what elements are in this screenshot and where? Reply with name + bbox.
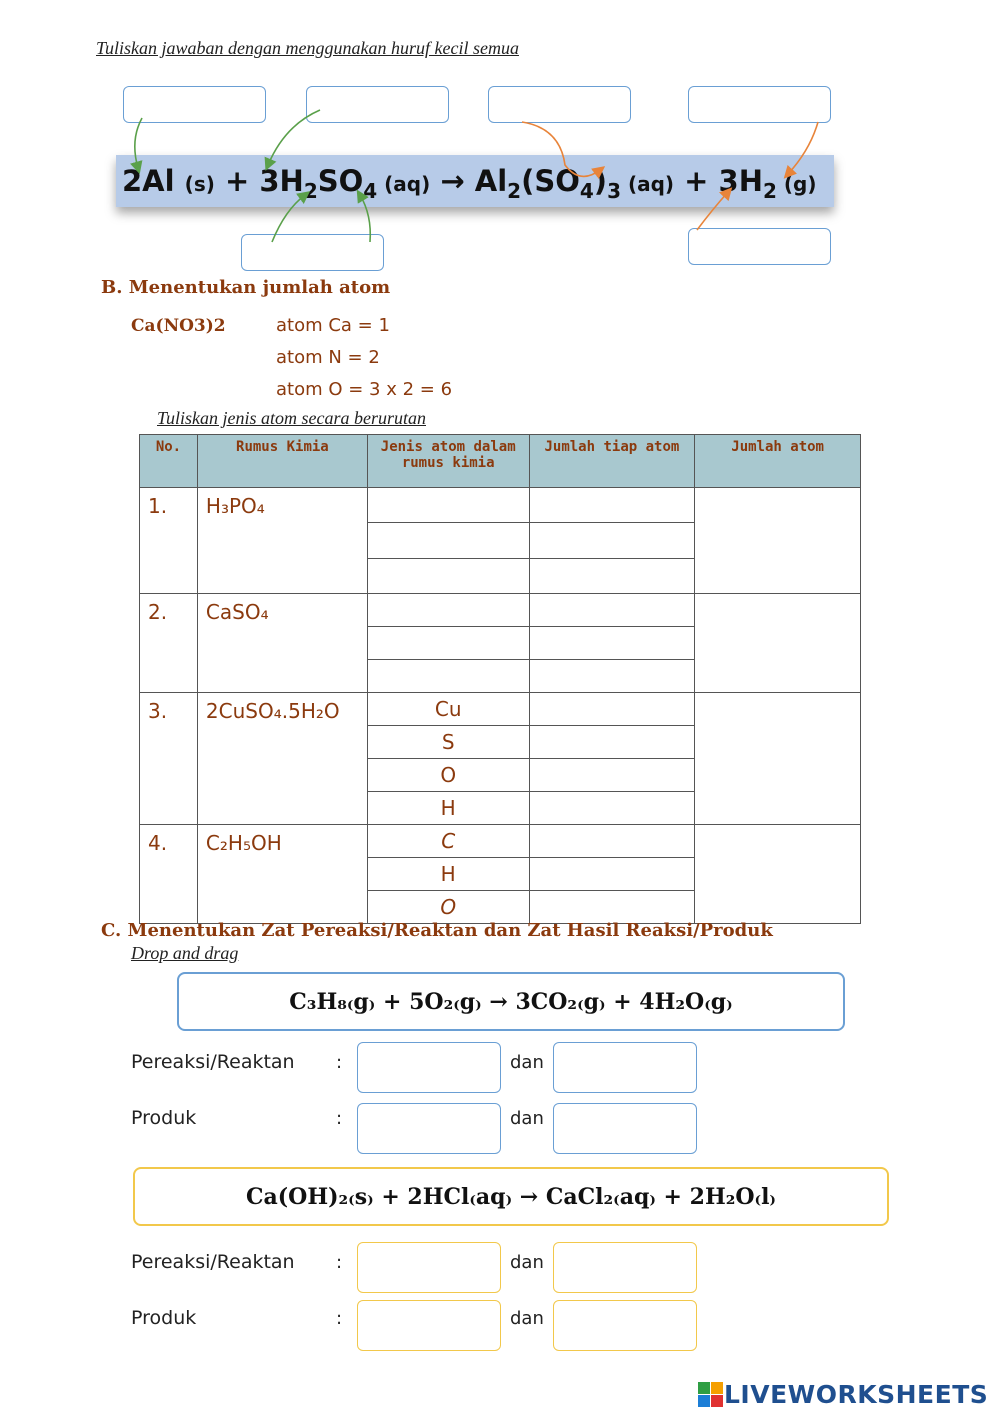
atom-count-input[interactable]	[529, 594, 695, 627]
pointer-arrows	[0, 0, 1000, 300]
row-number: 3.	[140, 693, 198, 825]
colon-1: :	[336, 1052, 343, 1073]
atom-count-input[interactable]	[529, 488, 695, 523]
arrow-green-1	[135, 118, 142, 168]
atom-count-input[interactable]	[529, 660, 695, 693]
drop-zone-product-2a[interactable]	[357, 1300, 501, 1351]
liveworksheets-icon	[698, 1382, 724, 1408]
atom-type-s: S	[367, 726, 529, 759]
label-product-1: Produk	[131, 1107, 197, 1129]
atom-type-input[interactable]	[367, 523, 529, 558]
atom-count-input[interactable]	[529, 627, 695, 660]
atom-count-input[interactable]	[529, 523, 695, 558]
eq-a-part1: 2Al	[122, 164, 175, 198]
eq-a-sub7: 2	[763, 178, 777, 203]
header-total: Jumlah atom	[695, 435, 861, 488]
table-row	[140, 693, 861, 726]
eq-a-part6: )	[593, 164, 608, 198]
drop-zone-reactant-1a[interactable]	[357, 1042, 501, 1093]
row-formula: C₂H₅OH	[197, 825, 367, 924]
dan-4: dan	[510, 1308, 544, 1329]
row-number: 4.	[140, 825, 198, 924]
colon-3: :	[336, 1252, 343, 1273]
arrow-orange-1	[522, 122, 600, 176]
example-line-2: atom N = 2	[276, 347, 380, 368]
brand-logo	[698, 1380, 988, 1409]
total-atoms-input[interactable]	[695, 488, 861, 594]
total-atoms-input[interactable]	[695, 693, 861, 825]
atom-type-input[interactable]	[367, 594, 529, 627]
atom-type-h: H	[367, 792, 529, 825]
arrow-green-2	[268, 110, 320, 165]
atom-type-h: H	[367, 858, 529, 891]
row-number: 1.	[140, 488, 198, 594]
atom-type-input[interactable]	[367, 558, 529, 593]
atom-type-input[interactable]	[367, 488, 529, 523]
arrow-green-4	[360, 195, 370, 242]
arrow-green-3	[272, 195, 305, 242]
atom-count-input[interactable]	[529, 726, 695, 759]
equation-box-calcium-hydroxide: Ca(OH)₂₍s₎ + 2HCl₍aq₎ → CaCl₂₍aq₎ + 2H₂O₍l₎	[133, 1167, 889, 1226]
section-b-title: B. Menentukan jumlah atom	[101, 277, 391, 298]
brand-text: LIVEWORKSHEETS	[724, 1380, 989, 1409]
eq-a-sub2: 2	[303, 178, 318, 203]
header-count-each: Jumlah tiap atom	[529, 435, 695, 488]
row-formula: H₃PO₄	[197, 488, 367, 594]
header-atom-type: Jenis atom dalam rumus kimia	[367, 435, 529, 488]
drop-zone-reactant-2b[interactable]	[553, 1242, 697, 1293]
atom-type-input[interactable]	[367, 627, 529, 660]
dan-2: dan	[510, 1108, 544, 1129]
eq-a-part5: (SO	[521, 164, 580, 198]
atom-count-input[interactable]	[529, 858, 695, 891]
atom-type-cu: Cu	[367, 693, 529, 726]
drop-zone-reactant-2a[interactable]	[357, 1242, 501, 1293]
colon-4: :	[336, 1308, 343, 1329]
instruction-top: Tuliskan jawaban dengan menggunakan huruf kecil semua	[96, 38, 519, 58]
row-formula: 2CuSO₄.5H₂O	[197, 693, 367, 825]
atom-count-input[interactable]	[529, 792, 695, 825]
example-formula: Ca(NO3)2	[131, 316, 226, 336]
atom-type-c: C	[367, 825, 529, 858]
atom-type-input[interactable]	[367, 660, 529, 693]
eq-a-part4: Al	[474, 164, 508, 198]
dan-3: dan	[510, 1252, 544, 1273]
dan-1: dan	[510, 1052, 544, 1073]
eq-a-s3: (aq)	[377, 172, 431, 196]
section-c-title: C. Menentukan Zat Pereaksi/Reaktan dan Zat Hasil Reaksi/Produk	[101, 920, 773, 941]
drop-zone-product-2b[interactable]	[553, 1300, 697, 1351]
arrow-orange-2	[788, 122, 818, 174]
drop-zone-product-1a[interactable]	[357, 1103, 501, 1154]
atom-count-input[interactable]	[529, 558, 695, 593]
atoms-table	[139, 434, 861, 924]
table-row	[140, 488, 861, 523]
atom-count-input[interactable]	[529, 891, 695, 924]
table-row	[140, 825, 861, 858]
eq-a-sub3: 4	[363, 178, 378, 203]
label-reactant-1: Pereaksi/Reaktan	[131, 1051, 295, 1073]
section-b-instruction: Tuliskan jenis atom secara berurutan	[157, 408, 426, 428]
row-number: 2.	[140, 594, 198, 693]
eq-a-part7: + 3H	[674, 164, 763, 198]
arrow-orange-3	[697, 192, 728, 230]
header-no: No.	[140, 435, 198, 488]
example-line-1: atom Ca = 1	[276, 315, 390, 336]
atom-count-input[interactable]	[529, 759, 695, 792]
eq-a-s1: (s)	[184, 172, 215, 196]
section-c-instruction: Drop and drag	[131, 943, 239, 963]
total-atoms-input[interactable]	[695, 825, 861, 924]
colon-2: :	[336, 1108, 343, 1129]
total-atoms-input[interactable]	[695, 594, 861, 693]
eq-a-s6: (aq)	[620, 172, 675, 196]
equation-box-propane: C₃H₈₍g₎ + 5O₂₍g₎ → 3CO₂₍g₎ + 4H₂O₍g₎	[177, 972, 845, 1031]
header-formula: Rumus Kimia	[197, 435, 367, 488]
atom-count-input[interactable]	[529, 825, 695, 858]
atom-count-input[interactable]	[529, 693, 695, 726]
label-reactant-2: Pereaksi/Reaktan	[131, 1251, 295, 1273]
eq-a-part3: SO	[317, 164, 364, 198]
row-formula: CaSO₄	[197, 594, 367, 693]
eq-a-sub6: 3	[607, 178, 621, 203]
example-line-3: atom O = 3 x 2 = 6	[276, 379, 453, 400]
atom-type-o: O	[367, 759, 529, 792]
atom-type-o: O	[367, 891, 529, 924]
drop-zone-reactant-1b[interactable]	[553, 1042, 697, 1093]
drop-zone-product-1b[interactable]	[553, 1103, 697, 1154]
eq-a-s7: (g)	[776, 172, 817, 196]
eq-a-sub5: 4	[579, 178, 594, 203]
table-row	[140, 594, 861, 627]
eq-a-sub4: 2	[507, 178, 522, 203]
eq-a-arrow: →	[430, 164, 475, 198]
label-product-2: Produk	[131, 1307, 197, 1329]
table-header-row	[140, 435, 861, 488]
eq-a-part2: + 3H	[214, 164, 304, 198]
